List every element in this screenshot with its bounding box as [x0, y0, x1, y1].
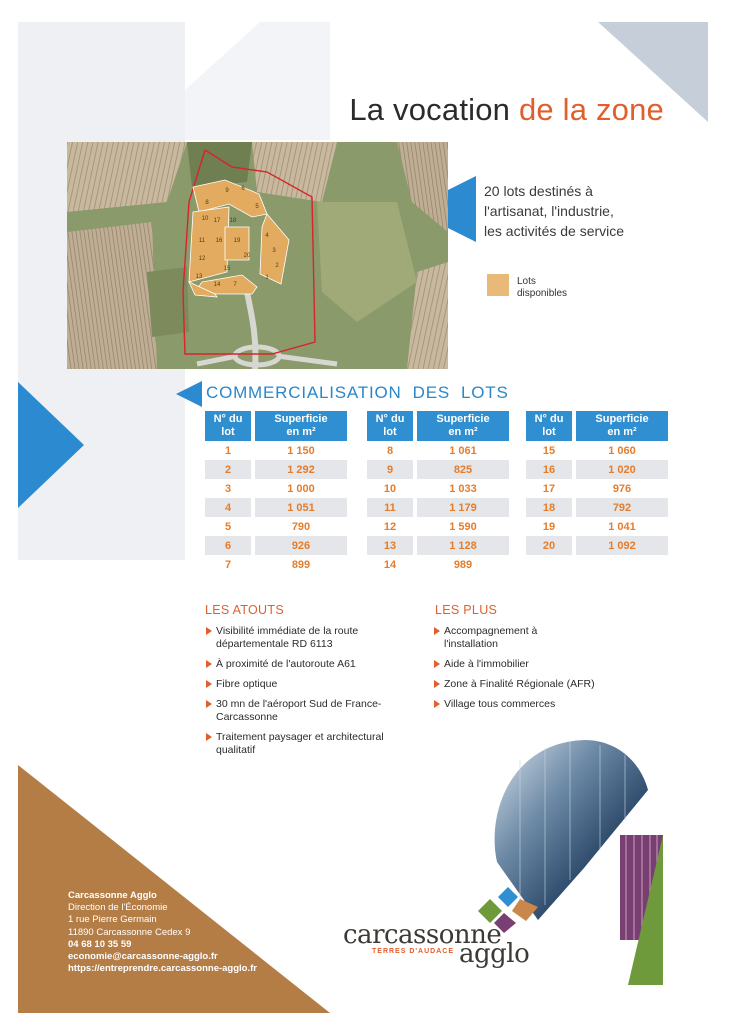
lot-area-cell: 1 051: [255, 498, 347, 517]
lot-number-cell: 5: [224, 520, 232, 533]
lot-number-cell: 2: [205, 460, 251, 479]
intro-text: [484, 181, 684, 241]
title-accent: de la zone: [518, 92, 664, 127]
logo-wordmark-suffix: agglo: [459, 939, 530, 969]
contact-city: 11890 Carcassonne Cedex 9: [68, 926, 191, 938]
plus-item: [433, 658, 633, 671]
lot-number-cell: 18: [526, 498, 572, 517]
intro-line: 20 lots destinés à: [484, 183, 593, 199]
map-lot-label: 20: [243, 253, 251, 259]
lot-number-cell: 14: [383, 558, 397, 571]
atouts-item: [205, 731, 415, 757]
contact-org: Carcassonne Agglo: [68, 890, 157, 901]
lot-number-cell: 6: [205, 536, 251, 555]
atouts-item-line: À proximité de l'autoroute A61: [216, 658, 356, 670]
atouts-item: [205, 698, 415, 724]
table-row: [367, 479, 509, 498]
atouts-item-line: qualitatif: [216, 744, 256, 756]
lot-area-cell: 1 041: [608, 520, 636, 533]
col-header-lot: N° du lot: [526, 411, 572, 441]
lot-number-cell: 7: [224, 558, 232, 571]
atouts-item-line: départementale RD 6113: [216, 638, 333, 650]
lot-area-cell: 790: [291, 520, 311, 533]
lot-number-cell: 4: [205, 498, 251, 517]
logo-tagline: TERRES D'AUDACE: [372, 948, 455, 955]
lot-number-cell: 10: [383, 482, 397, 495]
col-header-lot: N° du lot: [367, 411, 413, 441]
lots-table-1: [205, 411, 347, 574]
logo-wordmark: carcassonne: [343, 920, 502, 950]
atouts-item-line: 30 mn de l'aéroport Sud de France-: [216, 698, 382, 710]
table-row: [205, 555, 347, 574]
map-lot-label: 6: [241, 186, 245, 192]
map-lot-label: 9: [225, 188, 229, 194]
lot-area-cell: 1 128: [417, 536, 509, 555]
col-header-area: Superficie en m²: [417, 411, 509, 441]
table-row: [205, 517, 347, 536]
lot-area-cell: 1 020: [576, 460, 668, 479]
lot-area-cell: 1 150: [287, 444, 315, 457]
lot-area-cell: 1 292: [255, 460, 347, 479]
plus-item: [433, 678, 633, 691]
plus-item-line: Accompagnement à: [444, 625, 538, 637]
lot-area-cell: 1 590: [449, 520, 477, 533]
legend-swatch: [487, 274, 509, 296]
table-row: [205, 498, 347, 517]
map-lot-label: 3: [272, 248, 276, 254]
map-lot-label: 15: [223, 266, 231, 272]
table-row: [205, 441, 347, 460]
lot-number-cell: 17: [542, 482, 556, 495]
plus-item-line: Village tous commerces: [444, 698, 556, 710]
map-lot-label: 17: [213, 218, 221, 224]
commercialisation-title: COMMERCIALISATION DES LOTS: [206, 383, 509, 402]
plus-list: [433, 625, 633, 718]
lot-area-cell: 989: [453, 558, 473, 571]
lot-area-cell: 1 179: [417, 498, 509, 517]
contact-street: 1 rue Pierre Germain: [68, 914, 157, 926]
map-lot-label: 14: [213, 282, 221, 288]
lot-number-cell: 15: [542, 444, 556, 457]
col-header-area: Superficie en m²: [255, 411, 347, 441]
table-header-row: [367, 411, 509, 441]
lot-number-cell: 20: [526, 536, 572, 555]
lot-number-cell: 3: [224, 482, 232, 495]
table-row: [367, 441, 509, 460]
lot-number-cell: 13: [367, 536, 413, 555]
plus-item-line: Zone à Finalité Régionale (AFR): [444, 678, 595, 690]
table-row: [526, 536, 668, 555]
table-row: [367, 460, 509, 479]
atouts-item-line: Fibre optique: [216, 678, 278, 690]
lot-area-cell: 1 033: [449, 482, 477, 495]
lot-area-cell: 976: [612, 482, 632, 495]
map-lot-label: 2: [275, 263, 279, 269]
map-lot-label: 13: [195, 274, 203, 280]
atouts-item: [205, 658, 415, 671]
map-lot-label: 5: [255, 204, 259, 210]
contact-phone: 04 68 10 35 59: [68, 938, 132, 950]
map-lot-label: 11: [198, 238, 206, 244]
table-row: [526, 441, 668, 460]
map-lot-label: 19: [233, 238, 241, 244]
col-header-area: Superficie en m²: [576, 411, 668, 441]
title-main: La vocation: [349, 92, 511, 127]
atouts-item-line: Visibilité immédiate de la route: [216, 625, 359, 637]
map-lot-label: 8: [205, 200, 209, 206]
table-row: [205, 479, 347, 498]
plus-title: LES PLUS: [435, 603, 498, 617]
lot-area-cell: 792: [576, 498, 668, 517]
table-row: [367, 536, 509, 555]
lot-area-cell: 926: [255, 536, 347, 555]
lot-number-cell: 9: [367, 460, 413, 479]
atouts-item: [205, 625, 415, 651]
contact-dept: Direction de l'Économie: [68, 902, 168, 914]
table-row: [367, 517, 509, 536]
lot-number-cell: 11: [367, 498, 413, 517]
table-row: [367, 498, 509, 517]
contact-website[interactable]: https://entreprendre.carcassonne-agglo.fr: [68, 963, 257, 975]
plus-item-line: Aide à l'immobilier: [444, 658, 529, 670]
lot-area-cell: 899: [291, 558, 311, 571]
map-lot-label: 7: [233, 282, 237, 288]
atouts-item: [205, 678, 415, 691]
map-lot-label: 1: [265, 275, 269, 281]
lot-number-cell: 8: [386, 444, 394, 457]
lot-area-cell: 825: [417, 460, 509, 479]
legend-label-line: disponibles: [517, 288, 568, 299]
page-title: [0, 92, 664, 128]
table-row: [526, 479, 668, 498]
lots-table-3: [526, 411, 668, 555]
lot-area-cell: 1 061: [449, 444, 477, 457]
plus-item-line: l'installation: [444, 638, 498, 650]
table-row: [205, 460, 347, 479]
table-row: [526, 460, 668, 479]
table-row: [526, 498, 668, 517]
table-header-row: [205, 411, 347, 441]
table-row: [526, 517, 668, 536]
map-lot-label: 10: [201, 216, 209, 222]
lot-area-cell: 1 000: [287, 482, 315, 495]
intro-line: les activités de service: [484, 223, 625, 239]
atouts-title: LES ATOUTS: [205, 603, 284, 617]
atouts-item-line: Traitement paysager et architectural: [216, 731, 384, 743]
intro-line: l'artisanat, l'industrie,: [484, 203, 614, 219]
legend-label-line: Lots: [517, 276, 536, 287]
aerial-site-map: [67, 142, 448, 369]
contact-block: [68, 890, 257, 975]
map-lot-label: 18: [229, 218, 237, 224]
lot-area-cell: 1 060: [608, 444, 636, 457]
plus-item: [433, 625, 633, 651]
table-header-row: [526, 411, 668, 441]
plus-item: [433, 698, 633, 711]
lot-number-cell: 19: [542, 520, 556, 533]
lots-table-2: [367, 411, 509, 574]
map-lot-label: 12: [198, 256, 206, 262]
map-lot-label: 16: [215, 238, 223, 244]
atouts-item-line: Carcassonne: [216, 711, 278, 723]
map-lot-label: 4: [265, 233, 269, 239]
atouts-list: [205, 625, 415, 764]
table-row: [205, 536, 347, 555]
lot-area-cell: 1 092: [576, 536, 668, 555]
table-row: [367, 555, 509, 574]
col-header-lot: N° du lot: [205, 411, 251, 441]
lot-number-cell: 1: [224, 444, 232, 457]
lot-number-cell: 16: [526, 460, 572, 479]
contact-email[interactable]: economie@carcassonne-agglo.fr: [68, 951, 218, 963]
legend-label: [517, 276, 587, 300]
brown-triangle-footer: [18, 765, 330, 1013]
lot-number-cell: 12: [383, 520, 397, 533]
